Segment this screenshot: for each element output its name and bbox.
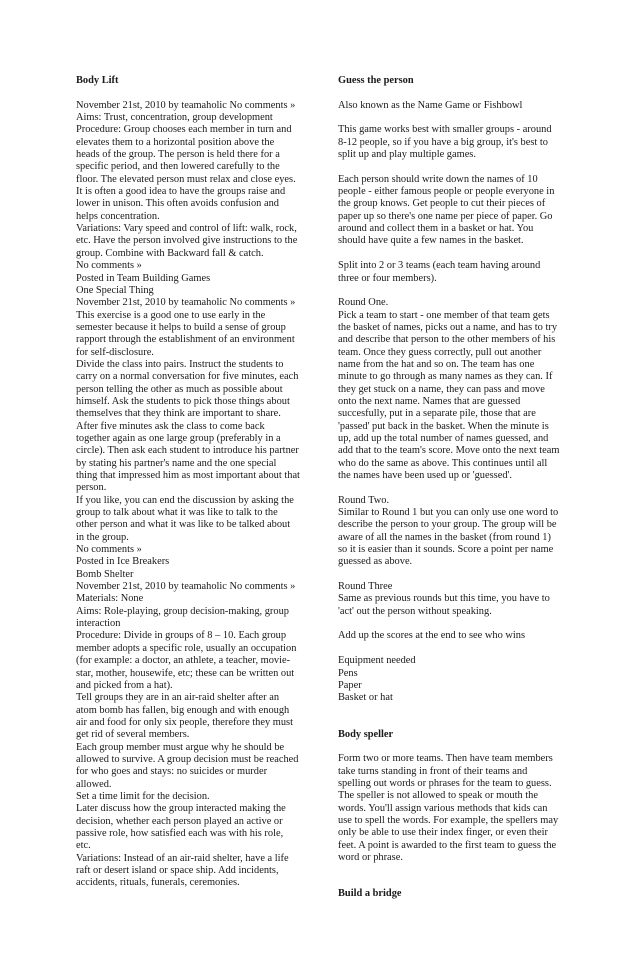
text-line: for who goes and stays: no suicides or murder bbox=[76, 766, 268, 778]
text-line: they get stuck on a name, they can pass and move bbox=[338, 383, 545, 395]
text-line: Posted in Ice Breakers bbox=[76, 556, 170, 568]
text-line: allowed to survive. A group decision must be reached bbox=[76, 753, 299, 765]
spacer bbox=[338, 864, 564, 888]
text-line: floor. The elevated person must relax and close eyes. bbox=[76, 173, 296, 185]
text-line: carry on a normal conversation for five minutes, each bbox=[76, 371, 299, 383]
text-line: thing that impressed him as most important about that bbox=[76, 470, 300, 481]
text-line: himself. Ask the students to pick those things about bbox=[76, 395, 290, 407]
text-line: elevates them to a horizontal position above the bbox=[76, 136, 275, 148]
text-line: name from the hat and so on. The team has one bbox=[338, 358, 535, 370]
paragraph-group-size bbox=[338, 124, 564, 161]
text-line: Add up the scores at the end to see who wins bbox=[338, 630, 525, 642]
text-line: other person and what it was like to be talked about bbox=[76, 519, 291, 531]
text-line: star, mother, housewife, etc; these can be written out bbox=[76, 667, 295, 679]
text-line: 'act' out the person without speaking. bbox=[338, 605, 492, 617]
text-line: Procedure: Divide in groups of 8 – 10. Each group bbox=[76, 630, 287, 642]
text-line: November 21st, 2010 by teamaholic No comments » bbox=[76, 581, 296, 593]
text-line: Each person should write down the names of 10 bbox=[338, 173, 538, 185]
paragraph-round-three bbox=[338, 581, 564, 618]
text-line: November 21st, 2010 by teamaholic No comments » bbox=[76, 297, 296, 309]
paragraph-aka bbox=[338, 100, 564, 112]
text-line: Each group member must argue why he should be bbox=[76, 741, 285, 753]
text-line: succesfully, put in a separate pile, those that are bbox=[338, 408, 536, 420]
spacer bbox=[338, 87, 564, 99]
text-line: allowed. bbox=[76, 778, 112, 790]
text-line: 'passed' put back in the basket. When the minute is bbox=[338, 420, 549, 432]
text-line: people - either famous people or people everyone in bbox=[338, 186, 555, 198]
text-line: Same as previous rounds but this time, you have to bbox=[338, 593, 550, 605]
text-line: Aims: Trust, concentration, group development bbox=[76, 112, 273, 124]
text-line: Split into 2 or 3 teams (each team having around bbox=[338, 260, 541, 272]
text-line: group to talk about what it was like to talk to the bbox=[76, 507, 278, 519]
paragraph-split-teams bbox=[338, 260, 564, 285]
text-line: in the group. bbox=[76, 531, 129, 543]
text-line: Similar to Round 1 but you can only use one word to bbox=[338, 507, 559, 519]
paragraph-equipment bbox=[338, 655, 564, 704]
paragraph-add-scores bbox=[338, 630, 564, 642]
text-line: take turns standing in front of their teams and bbox=[338, 765, 528, 777]
text-line: This game works best with smaller groups - around bbox=[338, 124, 552, 136]
heading-build-a-bridge: Build a bridge bbox=[338, 888, 402, 900]
spacer bbox=[338, 248, 564, 260]
text-line: decision, whether each person played an active or bbox=[76, 815, 283, 827]
text-line: Tell groups they are in an air-raid shelter after an bbox=[76, 692, 280, 704]
text-line: Materials: None bbox=[76, 593, 144, 605]
text-line: minute to go through as many names as they can. If bbox=[338, 371, 553, 383]
paragraph-round-two bbox=[338, 495, 564, 569]
text-line: themselves that they think are important to share. bbox=[76, 408, 281, 420]
left-column-text bbox=[76, 100, 304, 890]
text-line: the basket of names, picks out a name, and has to try bbox=[338, 321, 558, 333]
spacer bbox=[338, 618, 564, 630]
text-line: paper up so there's one name per piece of paper. Go bbox=[338, 210, 553, 222]
text-line: Set a time limit for the decision. bbox=[76, 790, 210, 802]
text-line: who do the same as above. This continues until all bbox=[338, 457, 548, 469]
text-line: by stating his partner's name and the one special bbox=[76, 457, 277, 469]
text-line: Pens bbox=[338, 667, 358, 679]
text-line: Round One. bbox=[338, 297, 389, 309]
text-line: interaction bbox=[76, 618, 121, 630]
paragraph-round-one bbox=[338, 297, 564, 482]
text-line: No comments » bbox=[76, 260, 142, 272]
text-line: and describe that person to the other members of his bbox=[338, 334, 556, 346]
text-line: air and food for only six people, therefore they must bbox=[76, 716, 293, 728]
text-line: circle). Then ask each student to introduce his partner bbox=[76, 445, 299, 457]
text-line: etc. bbox=[76, 840, 91, 852]
text-line: team. Once they guess correctly, pull out another bbox=[338, 346, 542, 358]
text-line: Bomb Shelter bbox=[76, 568, 134, 580]
spacer bbox=[338, 482, 564, 494]
left-column bbox=[76, 75, 304, 890]
text-line: Round Three bbox=[338, 581, 393, 593]
text-line: rapport through the establishment of an environment bbox=[76, 334, 295, 346]
text-line: helps concentration. bbox=[76, 210, 160, 222]
text-line: words. You'll assign various methods that kids can bbox=[338, 802, 548, 814]
text-line: If you like, you can end the discussion by asking the bbox=[76, 494, 294, 506]
text-line: Procedure: Group chooses each member in turn and bbox=[76, 124, 292, 136]
text-line: semester because it helps to build a sense of group bbox=[76, 321, 286, 333]
text-line: the names have been used up or 'guessed'. bbox=[338, 470, 512, 481]
text-line: Variations: Vary speed and control of lift: walk, rock, bbox=[76, 223, 297, 235]
text-line: word or phrase. bbox=[338, 851, 403, 863]
spacer bbox=[338, 112, 564, 124]
text-line: November 21st, 2010 by teamaholic No comments » bbox=[76, 99, 296, 111]
heading-guess-the-person: Guess the person bbox=[338, 75, 414, 86]
text-line: Variations: Instead of an air-raid shelter, have a life bbox=[76, 852, 289, 864]
text-line: No comments » bbox=[76, 544, 142, 556]
text-line: describe the person to your group. The group will be bbox=[338, 519, 557, 531]
heading-body-lift: Body Lift bbox=[76, 75, 119, 86]
text-line: so it is easier than it sounds. Score a point per name bbox=[338, 544, 554, 556]
text-line: person. bbox=[76, 482, 107, 494]
spacer bbox=[338, 285, 564, 297]
text-line: around and collect them in a basket or hat. You bbox=[338, 223, 534, 235]
right-column bbox=[338, 75, 564, 901]
text-line: It is often a good idea to have the groups raise and bbox=[76, 186, 286, 198]
text-line: atom bomb has fallen, big enough and with enough bbox=[76, 704, 290, 716]
text-line: (for example: a doctor, an athlete, a teacher, movie- bbox=[76, 655, 291, 667]
text-line: get rid of several members. bbox=[76, 729, 190, 741]
text-line: should have quite a few names in the basket. bbox=[338, 235, 524, 247]
spacer bbox=[338, 569, 564, 581]
text-line: Also known as the Name Game or Fishbowl bbox=[338, 99, 523, 111]
text-line: passive role, how satisfied each was with his role, bbox=[76, 827, 284, 839]
text-line: Form two or more teams. Then have team members bbox=[338, 753, 553, 765]
text-line: Paper bbox=[338, 679, 362, 691]
text-line: The speller is not allowed to speak or mouth the bbox=[338, 790, 538, 802]
paragraph-body-speller bbox=[338, 753, 564, 864]
text-line: guessed as above. bbox=[338, 556, 413, 568]
paragraph-write-names bbox=[338, 174, 564, 248]
text-line: This exercise is a good one to use early in the bbox=[76, 309, 266, 321]
text-line: the group knows. Get people to cut their pieces of bbox=[338, 198, 546, 210]
text-line: aware of all the names in the basket (from round 1) bbox=[338, 531, 551, 543]
text-line: raft or desert island or space ship. Add incidents, bbox=[76, 865, 279, 876]
text-line: Equipment needed bbox=[338, 655, 416, 667]
text-line: Posted in Team Building Games bbox=[76, 272, 211, 284]
text-line: onto the next name. Names that are guessed bbox=[338, 395, 521, 407]
text-line: add that to the team's score. Move onto the next team bbox=[338, 445, 560, 457]
text-line: heads of the group. The person is held there for a bbox=[76, 149, 280, 161]
text-line: One Special Thing bbox=[76, 284, 154, 296]
text-line: Aims: Role-playing, group decision-making, group bbox=[76, 605, 289, 617]
spacer bbox=[338, 705, 564, 729]
text-line: Later discuss how the group interacted making the bbox=[76, 803, 286, 815]
text-line: split up and play multiple games. bbox=[338, 149, 476, 161]
text-line: together again as one large group (preferably in a bbox=[76, 432, 281, 444]
text-line: only be able to use their index finger, or even their bbox=[338, 827, 548, 839]
heading-body-speller: Body speller bbox=[338, 728, 394, 740]
spacer bbox=[76, 87, 304, 99]
text-line: After five minutes ask the class to come back bbox=[76, 420, 265, 432]
text-line: person telling the other as much as possible about bbox=[76, 383, 283, 395]
text-line: spelling out words or phrases for the team to guess. bbox=[338, 777, 552, 789]
text-line: Pick a team to start - one member of that team gets bbox=[338, 309, 550, 321]
spacer bbox=[338, 161, 564, 173]
text-line: Basket or hat bbox=[338, 692, 393, 704]
text-line: 8-12 people, so if you have a big group, it's best to bbox=[338, 136, 548, 148]
text-line: up, add up the total number of names guessed, and bbox=[338, 432, 549, 444]
text-line: use to spell the words. For example, the spellers may bbox=[338, 814, 559, 826]
text-line: for self-disclosure. bbox=[76, 346, 154, 358]
text-line: specific period, and then lowered carefully to the bbox=[76, 161, 280, 173]
text-line: three or four members). bbox=[338, 272, 437, 284]
text-line: Divide the class into pairs. Instruct the students to bbox=[76, 358, 284, 370]
text-line: feet. A point is awarded to the first team to guess the bbox=[338, 839, 557, 851]
text-line: member adopts a specific role, usually an occupation bbox=[76, 642, 297, 654]
spacer bbox=[338, 643, 564, 655]
text-line: accidents, rituals, funerals, ceremonies. bbox=[76, 877, 240, 889]
text-line: lower in unison. This often avoids confusion and bbox=[76, 198, 279, 210]
text-line: and picked from a hat). bbox=[76, 679, 173, 691]
text-line: etc. Have the person involved give instructions to the bbox=[76, 235, 298, 247]
text-line: group. Combine with Backward fall & catch. bbox=[76, 247, 264, 259]
text-line: Round Two. bbox=[338, 494, 390, 506]
spacer bbox=[338, 741, 564, 753]
